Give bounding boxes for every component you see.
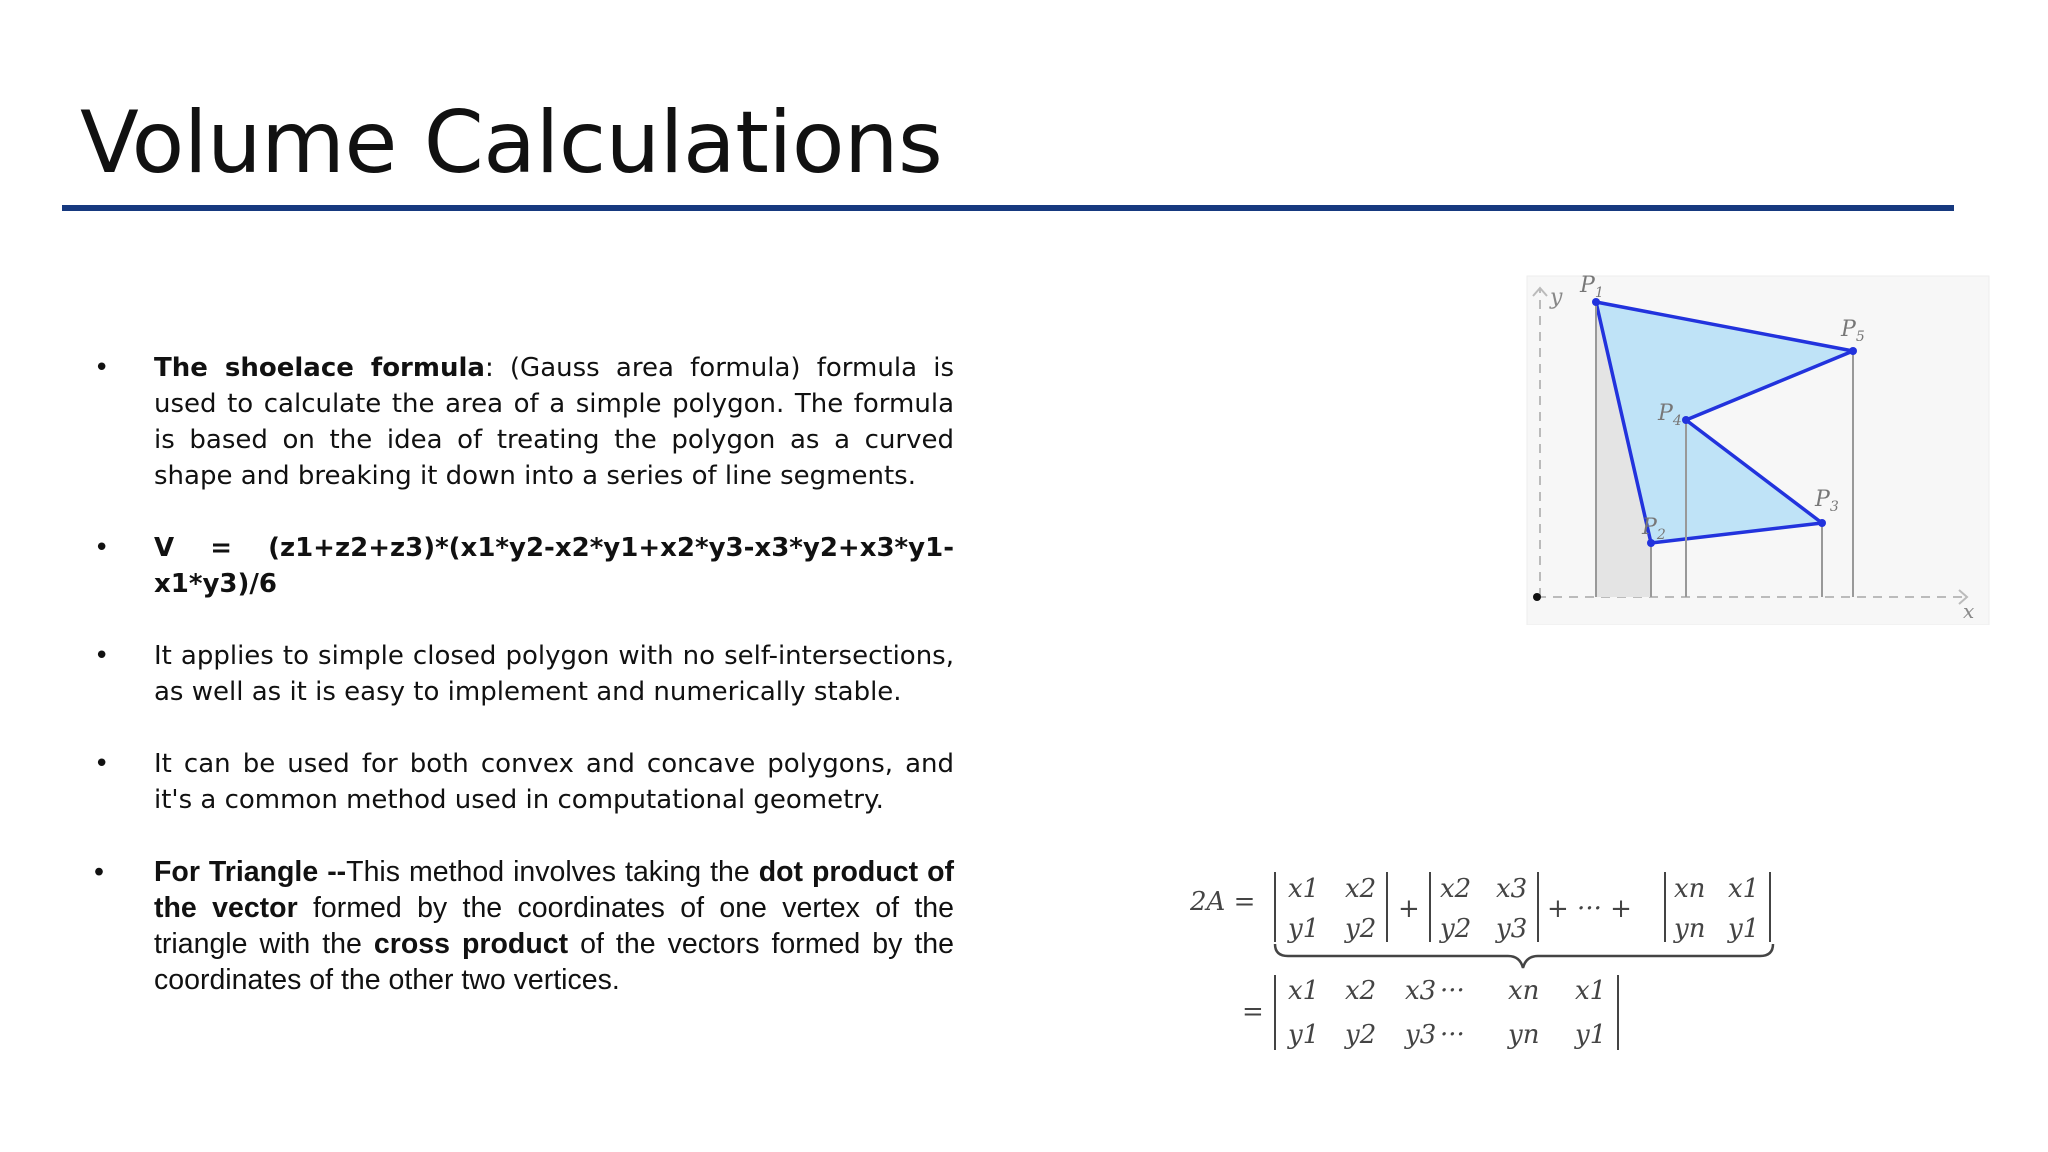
bullet-list xyxy=(88,350,954,998)
triangle-text-1: This method involves taking the xyxy=(346,856,759,888)
bullet-convex-concave xyxy=(88,746,954,818)
det2-y3: y3 xyxy=(1496,914,1528,944)
polygon-diagram xyxy=(1520,270,1990,625)
bullet-dot: • xyxy=(94,856,104,888)
bullet-dot: • xyxy=(94,641,110,671)
detn-xn: xn xyxy=(1674,874,1706,904)
det2-x2: x2 xyxy=(1440,874,1472,904)
cross-product-term: cross product xyxy=(373,928,569,960)
label-p3: $P_3$ xyxy=(1815,487,1839,515)
row-y-cdots: ··· xyxy=(1440,1020,1465,1050)
det2-y2: y2 xyxy=(1440,914,1472,944)
row-y1: y1 xyxy=(1288,1020,1320,1050)
label-p5: $P_5$ xyxy=(1841,317,1865,345)
underbrace xyxy=(1275,944,1773,968)
row-y3: y3 xyxy=(1405,1020,1437,1050)
volume-formula: V = (z1+z2+z3)*(x1*y2-x2*y1+x2*y3-x3*y2+x3*y1-x1*y3)/6 xyxy=(154,533,954,599)
row-x3: x3 xyxy=(1405,976,1437,1006)
label-p4: $P_4$ xyxy=(1658,401,1682,429)
row-y2: y2 xyxy=(1345,1020,1377,1050)
shoelace-text: : (Gauss area formula) formula is used to calculate the area of a simple polygon. The formula is based on the idea of treating the polygon as a curved shape and breaking it down into a series of line segments. xyxy=(154,353,954,491)
det1-x2: x2 xyxy=(1345,874,1377,904)
bullet-triangle xyxy=(88,854,954,998)
bullet-volume-formula xyxy=(88,530,954,602)
bullet-simple-polygon xyxy=(88,638,954,710)
x-axis-label: x xyxy=(1963,599,1975,623)
bullet-shoelace xyxy=(88,350,954,494)
row-y1-end: y1 xyxy=(1575,1020,1607,1050)
det1-x1: x1 xyxy=(1288,874,1320,904)
triangle-heading: For Triangle -- xyxy=(154,856,347,888)
detn-y1: y1 xyxy=(1728,914,1760,944)
row-x-cdots: ··· xyxy=(1440,976,1465,1006)
y-axis-label: y xyxy=(1550,285,1563,310)
det2-x3: x3 xyxy=(1496,874,1528,904)
row-yn: yn xyxy=(1508,1020,1540,1050)
detn-yn: yn xyxy=(1674,914,1706,944)
shoelace-heading: The shoelace formula xyxy=(154,353,485,383)
label-p2: $P_2$ xyxy=(1642,515,1666,543)
simple-polygon-text: It applies to simple closed polygon with no self-intersections, as well as it is easy to implement and numerically stable. xyxy=(154,641,954,707)
bullet-dot: • xyxy=(94,533,110,563)
formula-equals: = xyxy=(1242,997,1264,1027)
convex-concave-text: It can be used for both convex and concave polygons, and it's a common method used in computational geometry. xyxy=(154,749,954,815)
point-p4 xyxy=(1682,416,1690,424)
triangle-text-3: of the vectors formed by the coordinates of the other two vertices. xyxy=(154,928,954,996)
triangle-text-2: formed by the coordinates of one vertex of the triangle with the xyxy=(154,892,954,960)
det1-y1: y1 xyxy=(1288,914,1320,944)
bullet-dot: • xyxy=(94,353,110,383)
title-underline xyxy=(62,205,1954,211)
plus-dots: + ··· + xyxy=(1547,894,1632,924)
point-p5 xyxy=(1849,347,1857,355)
slide-title: Volume Calculations xyxy=(80,93,943,193)
plus-sign: + xyxy=(1398,894,1420,924)
origin-dot xyxy=(1533,593,1541,601)
label-p1: $P_1$ xyxy=(1580,273,1604,301)
bullet-dot: • xyxy=(94,749,110,779)
row-xn: xn xyxy=(1508,976,1540,1006)
point-p3 xyxy=(1818,519,1826,527)
dot-product-term: dot product of the vector xyxy=(154,856,954,924)
formula-lhs: 2A = xyxy=(1190,887,1256,917)
detn-x1: x1 xyxy=(1728,874,1760,904)
det1-y2: y2 xyxy=(1345,914,1377,944)
point-p2 xyxy=(1647,539,1655,547)
row-x1: x1 xyxy=(1288,976,1320,1006)
row-x1-end: x1 xyxy=(1575,976,1607,1006)
row-x2: x2 xyxy=(1345,976,1377,1006)
shoelace-formula-figure xyxy=(1190,860,1790,1060)
